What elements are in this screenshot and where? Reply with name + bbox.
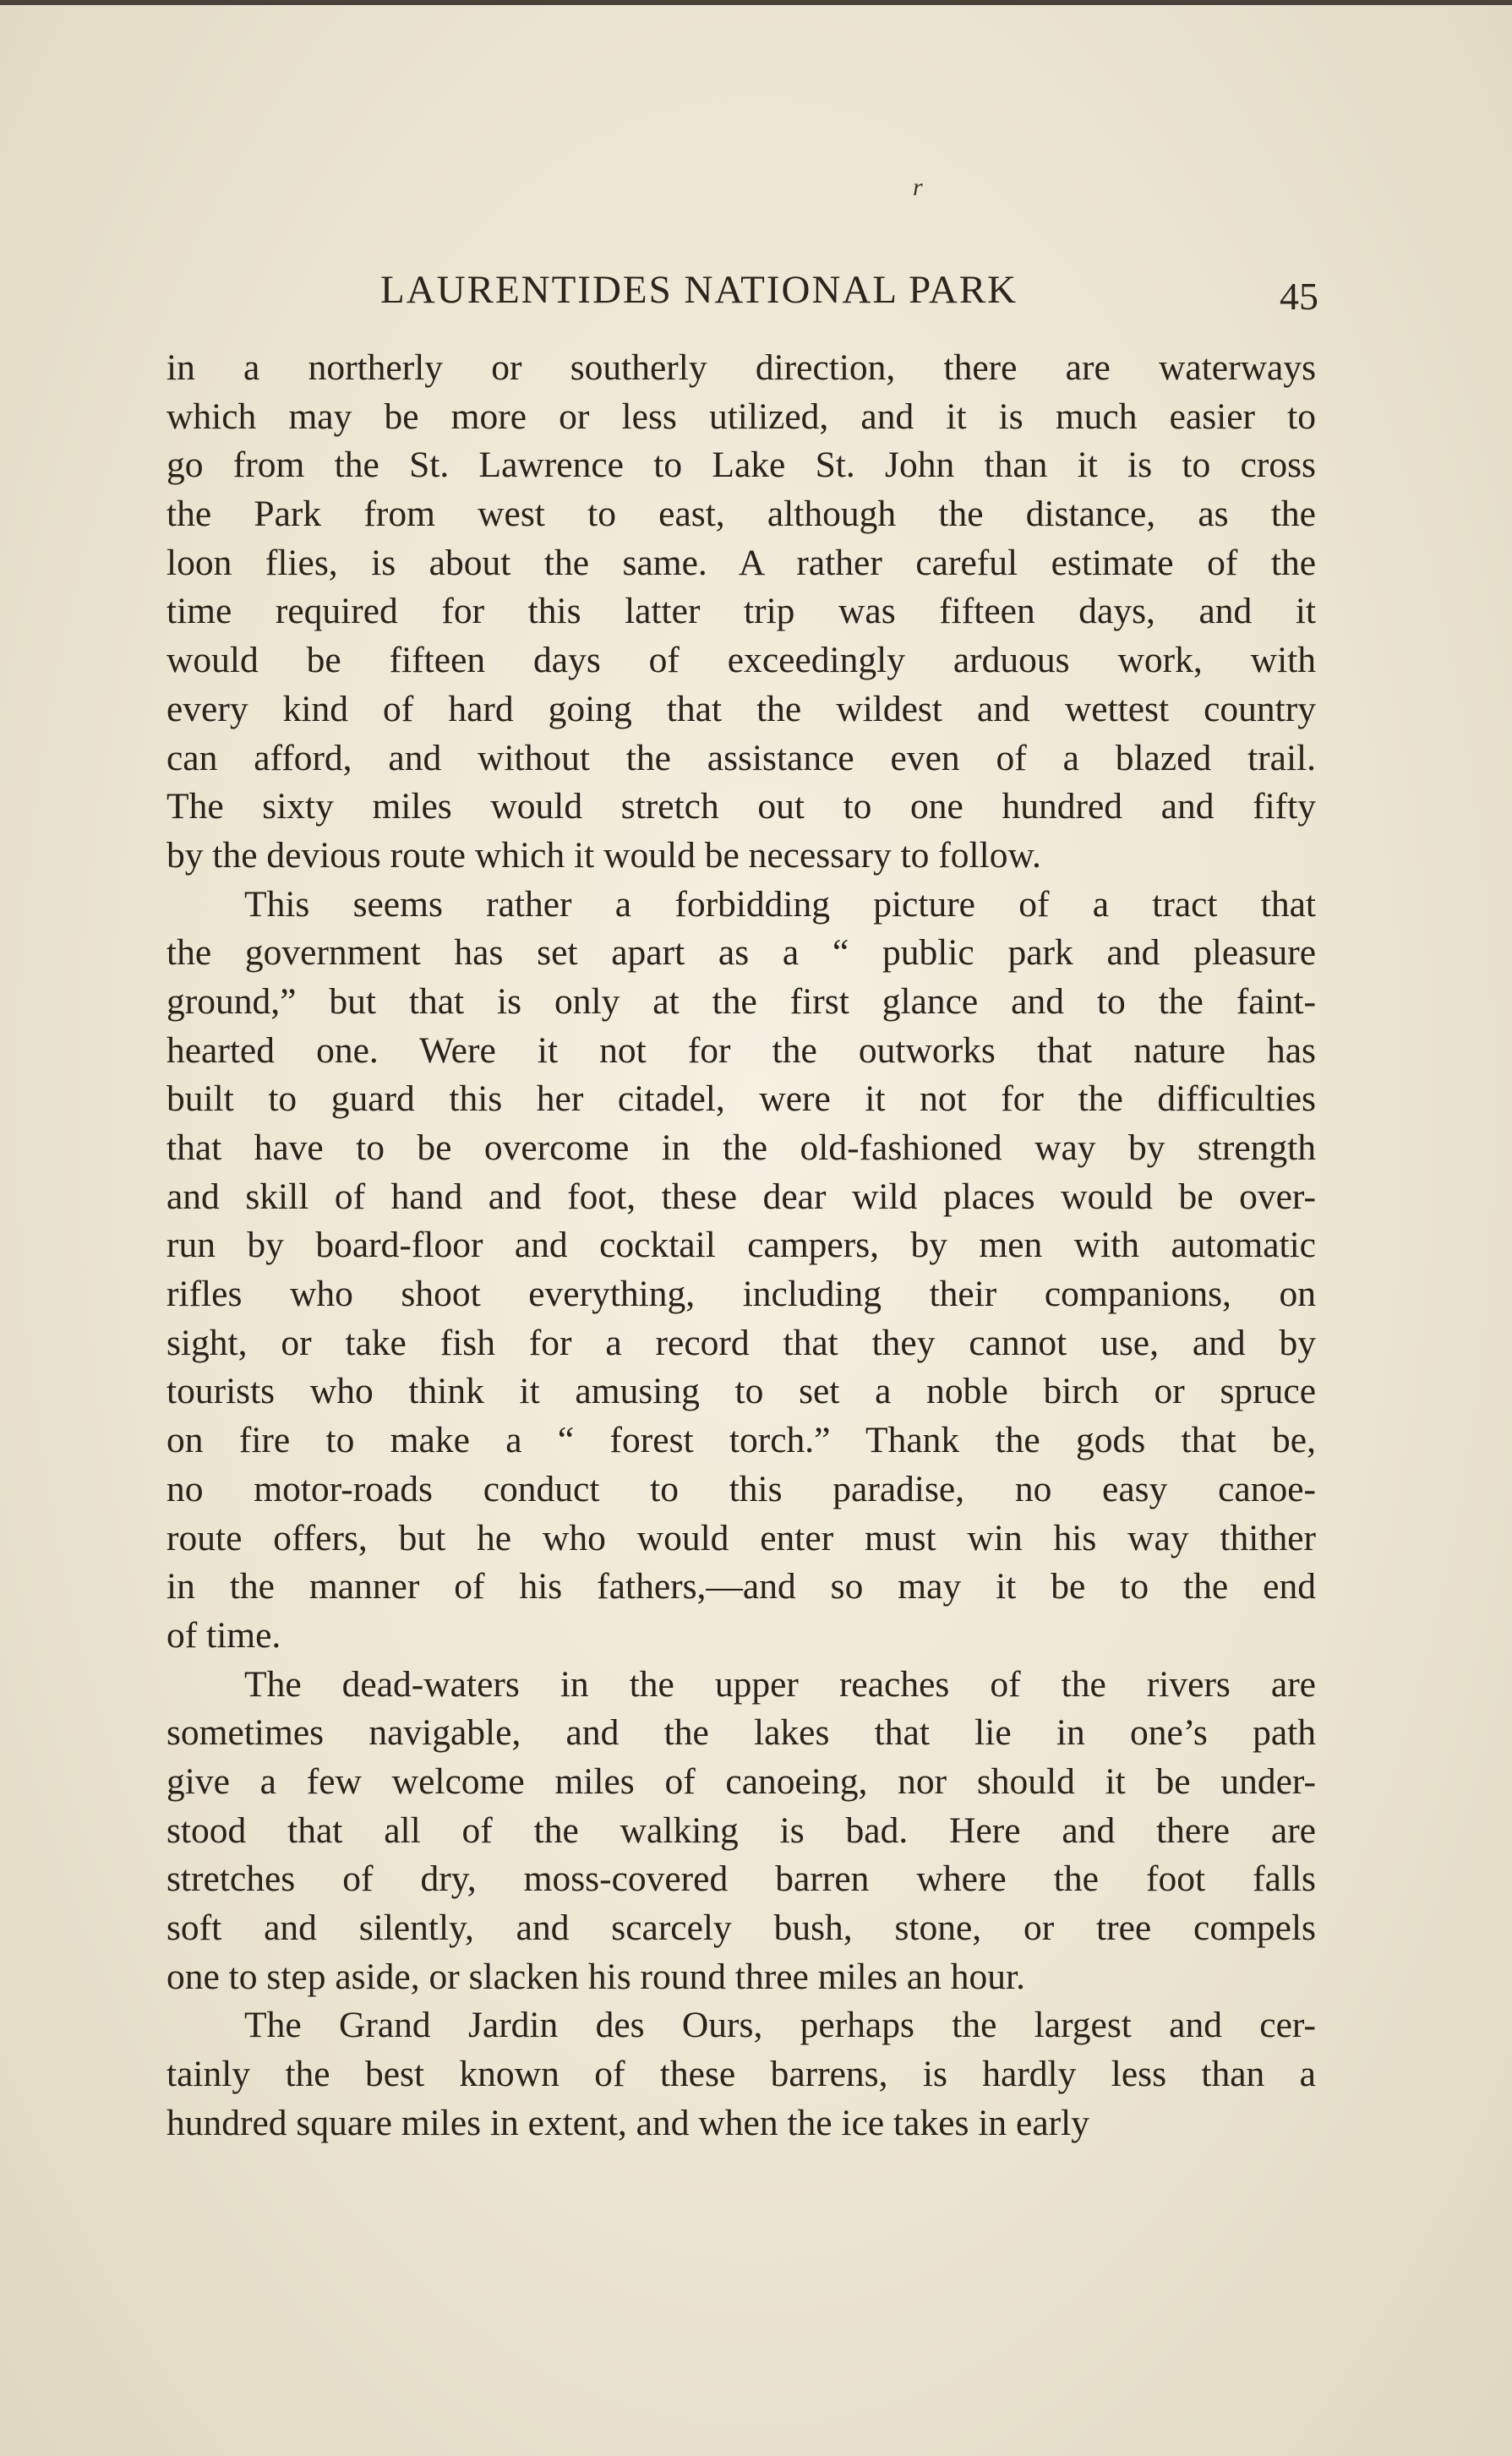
text-line: soft and silently, and scarcely bush, stone, or tree compels — [166, 1907, 1316, 1948]
text-line: in the manner of his fathers,—and so may it be to the end — [166, 1566, 1316, 1607]
text-line: the government has set apart as a “ public park and pleasure — [166, 932, 1316, 974]
running-head — [169, 254, 1318, 330]
text-line: which may be more or less utilized, and it is much easier to — [166, 396, 1316, 437]
text-line: hundred square miles in extent, and when the ice takes in early — [166, 2102, 1089, 2143]
running-title: LAURENTIDES NATIONAL PARK — [380, 268, 1018, 312]
text-line: rifles who shoot everything, including their companions, on — [166, 1274, 1316, 1315]
text-line: loon flies, is about the same. A rather careful estimate of the — [166, 542, 1316, 583]
text-line: the Park from west to east, although the distance, as the — [166, 494, 1316, 535]
paragraph — [166, 2001, 1316, 2148]
text-line: The sixty miles would stretch out to one hundred and fifty — [166, 786, 1316, 827]
paragraph — [166, 344, 1316, 881]
text-line: stretches of dry, moss-covered barren where the foot falls — [166, 1858, 1316, 1900]
text-line: no motor-roads conduct to this paradise, no easy canoe- — [166, 1468, 1316, 1509]
text-line: run by board-floor and cocktail campers, by men with automatic — [166, 1225, 1316, 1266]
text-line: tainly the best known of these barrens, is hardly less than a — [166, 2054, 1316, 2095]
text-line: hearted one. Were it not for the outworks that nature has — [166, 1029, 1316, 1071]
text-line: that have to be overcome in the old-fashioned way by strength — [166, 1127, 1316, 1168]
text-line: would be fifteen days of exceedingly arduous work, with — [166, 640, 1316, 681]
text-line: stood that all of the walking is bad. Here and there are — [166, 1809, 1316, 1851]
text-line: of time. — [166, 1614, 281, 1656]
text-line: give a few welcome miles of canoeing, nor should it be under- — [166, 1760, 1316, 1802]
text-line: on fire to make a “ forest torch.” Thank the gods that be, — [166, 1420, 1316, 1461]
text-line: route offers, but he who would enter must win his way thither — [166, 1517, 1316, 1558]
text-line: The Grand Jardin des Ours, perhaps the largest and cer- — [244, 2005, 1316, 2046]
page-top-edge — [0, 0, 1512, 5]
text-line: sometimes navigable, and the lakes that lie in one’s path — [166, 1712, 1316, 1754]
text-line: This seems rather a forbidding picture of a tract that — [244, 883, 1316, 925]
body-text — [166, 344, 1316, 2148]
page-number: 45 — [1280, 275, 1318, 318]
text-line: can afford, and without the assistance even of a blazed trail. — [166, 737, 1316, 778]
text-line: and skill of hand and foot, these dear wild places would be over- — [166, 1176, 1316, 1217]
paragraph — [166, 881, 1316, 1661]
paragraph — [166, 1661, 1316, 2002]
text-line: go from the St. Lawrence to Lake St. John than it is to cross — [166, 445, 1316, 486]
text-line: The dead-waters in the upper reaches of the rivers are — [244, 1663, 1316, 1705]
text-line: in a northerly or southerly direction, there are waterways — [166, 347, 1316, 388]
text-line: every kind of hard going that the wildest and wettest country — [166, 688, 1316, 729]
text-line: by the devious route which it would be necessary to follow. — [166, 834, 1041, 876]
text-line: tourists who think it amusing to set a noble birch or spruce — [166, 1371, 1316, 1412]
stray-mark: r — [913, 173, 923, 201]
text-line: built to guard this her citadel, were it not for the difficulties — [166, 1078, 1316, 1120]
text-line: sight, or take fish for a record that they cannot use, and by — [166, 1322, 1316, 1363]
text-line: time required for this latter trip was fifteen days, and it — [166, 591, 1316, 632]
text-line: ground,” but that is only at the first glance and to the faint- — [166, 980, 1316, 1022]
text-line: one to step aside, or slacken his round three miles an hour. — [166, 1956, 1025, 1997]
